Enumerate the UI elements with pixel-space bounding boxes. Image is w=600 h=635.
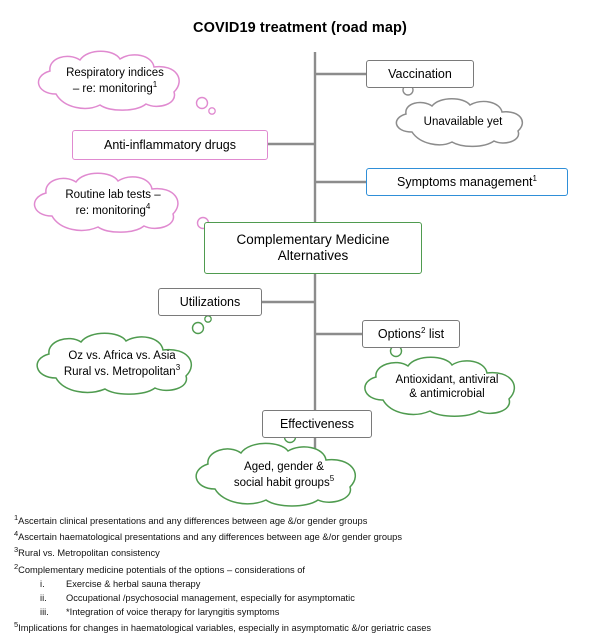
cloud-aged-gender-line2: social habit groups$^5$ (233, 474, 335, 489)
footnote-4-text: Complementary medicine potentials of the options – considerations of (18, 564, 305, 575)
page-title: COVID19 treatment (road map) (193, 20, 407, 36)
cloud-respiratory-indices (26, 50, 204, 112)
node-anti-inflammatory-label: Anti-inflammatory drugs (104, 137, 236, 152)
footnote-subitem-ii (40, 591, 592, 605)
node-effectiveness-label: Effectiveness (279, 416, 355, 431)
node-complementary-line2: Alternatives (277, 248, 349, 263)
footnote-5-mark: 5 (14, 620, 19, 630)
node-anti-inflammatory-drugs[interactable] (72, 130, 268, 160)
node-utilizations[interactable] (158, 288, 262, 316)
cloud-antioxidant-line2: & antimicrobial (409, 388, 485, 400)
cloud-routine-lab-line2: re: monitoring$^4$ (75, 202, 151, 217)
footnote-4-mark: 2 (14, 561, 19, 571)
cloud-unavailable-yet-text (386, 98, 540, 146)
footnote-subitem-i (40, 577, 592, 591)
node-vaccination-label: Vaccination (388, 66, 452, 81)
cloud-routine-lab-mark: 4 (145, 202, 151, 212)
cloud-antioxidant-text (352, 356, 542, 418)
footnote-1-mark: 1 (14, 513, 19, 522)
cloud-respiratory-indices-text (26, 50, 204, 112)
cloud-aged-gender-mark: 5 (329, 474, 335, 484)
cloud-aged-gender-text (182, 442, 386, 508)
cloud-respiratory-mark: 1 (152, 80, 158, 90)
footnote-subitem-iii-numeral: iii. (40, 607, 49, 618)
cloud-antioxidant (352, 356, 542, 418)
cloud-routine-lab-tests-text (22, 172, 204, 234)
cloud-unavailable-yet (386, 98, 540, 146)
node-symptoms-management-label: Symptoms management$^1$ (397, 174, 537, 190)
cloud-aged-gender (182, 442, 386, 508)
cloud-unavailable-line1: Unavailable yet (423, 115, 503, 128)
footnote-1-text: Ascertain clinical presentations and any differences between age &/or gender groups (18, 516, 368, 527)
node-options-list[interactable] (362, 320, 460, 348)
cloud-routine-lab-tests (22, 172, 204, 234)
cloud-regions (24, 332, 220, 396)
footnote-1 (14, 512, 592, 528)
cloud-regions-line2: Rural vs. Metropolitan$^3$ (63, 363, 181, 378)
node-vaccination[interactable] (366, 60, 474, 88)
footnote-3-text: Rural vs. Metropolitan consistency (18, 548, 160, 559)
footnote-subitem-i-numeral: i. (40, 578, 45, 589)
node-complementary-line1: Complementary Medicine (236, 232, 390, 248)
node-symptoms-management-mark: 1 (532, 174, 537, 184)
node-options-mark: 2 (420, 326, 426, 336)
cloud-respiratory-line2: – re: monitoring$^1$ (72, 80, 158, 95)
cloud-aged-gender-line1: Aged, gender & (244, 460, 324, 473)
node-symptoms-management[interactable] (366, 168, 568, 196)
footnote-subitem-ii-text: Occupational /psychosocial management, especially for asymptomatic (66, 593, 355, 603)
footnotes (14, 512, 592, 635)
cloud-respiratory-line1: Respiratory indices (66, 66, 164, 79)
cloud-regions-line1: Oz vs. Africa vs. Asia (68, 349, 176, 362)
node-complementary-medicine-alternatives[interactable] (204, 222, 422, 274)
footnote-2 (14, 528, 592, 544)
node-options-label: Options$^2$ list (377, 326, 445, 342)
footnote-subitem-i-text: Exercise & herbal sauna therapy (66, 578, 201, 589)
footnote-subitem-iii-text: *Integration of voice therapy for laryngitis symptoms (66, 607, 280, 618)
footnote-3 (14, 544, 592, 560)
node-effectiveness[interactable] (262, 410, 372, 438)
footnote-4 (14, 561, 592, 577)
footnote-5 (14, 619, 592, 635)
footnote-3-mark: 3 (14, 545, 19, 555)
footnote-2-text: Ascertain haematological presentations and any differences between age &/or gender groups (18, 532, 403, 543)
footnote-subitem-iii (40, 605, 592, 619)
footnote-subitem-ii-numeral: ii. (40, 593, 47, 603)
footnote-5-text: Implications for changes in haematological variables, especially in asymptomatic &/or geriatric cases (18, 623, 432, 634)
cloud-antioxidant-line1: Antioxidant, antiviral (395, 373, 499, 386)
node-utilizations-label: Utilizations (179, 294, 241, 309)
cloud-regions-text (24, 332, 220, 396)
cloud-routine-lab-line1: Routine lab tests – (65, 188, 161, 201)
cloud-regions-mark: 3 (175, 363, 181, 373)
footnote-2-mark: 4 (14, 529, 19, 539)
